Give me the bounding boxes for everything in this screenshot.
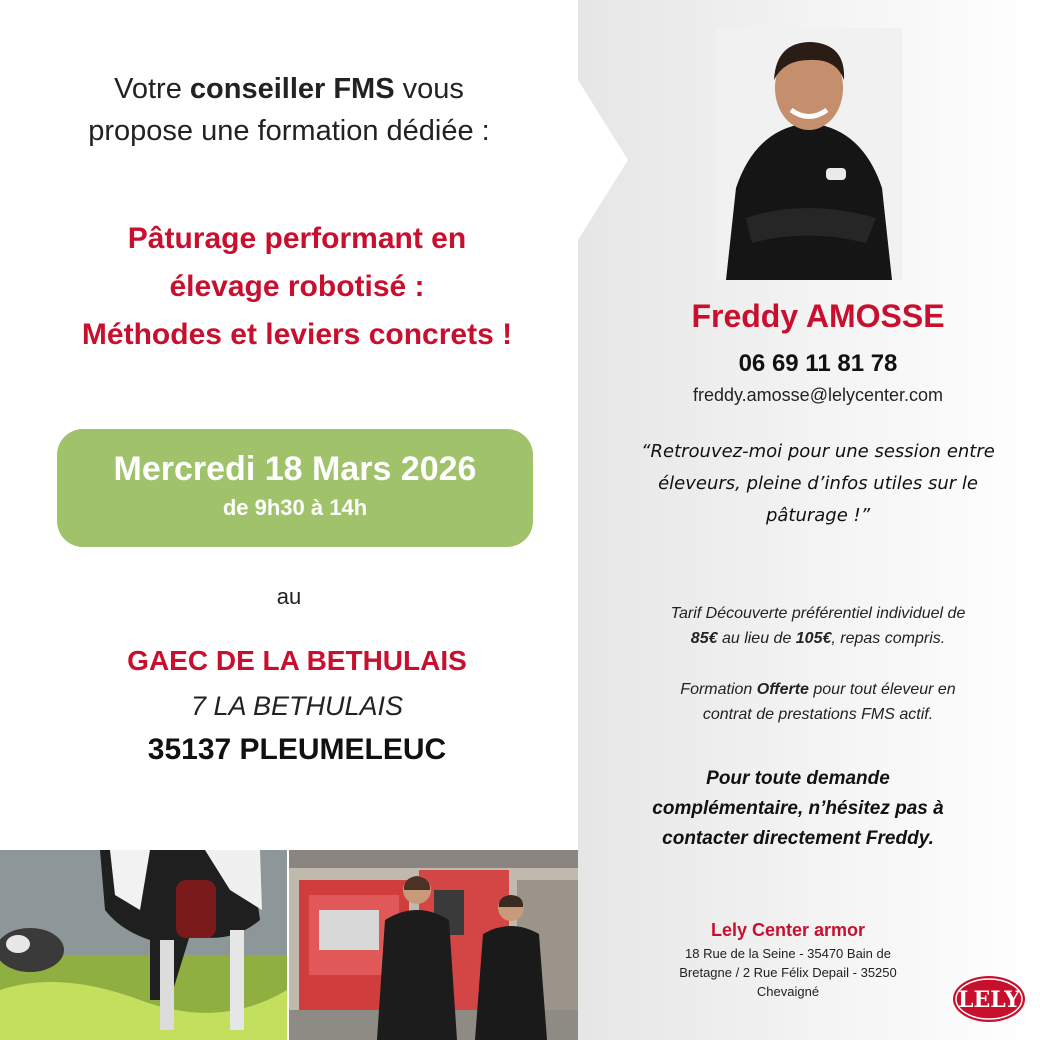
training-title	[0, 215, 594, 359]
intro-line-1	[0, 68, 578, 110]
advisor-portrait	[716, 28, 902, 280]
milking-robot-photo	[289, 850, 578, 1040]
event-date: Mercredi 18 Mars 2026	[113, 450, 477, 488]
training-title-line: Pâturage performant en	[127, 222, 467, 255]
pricing-line-2	[618, 626, 1018, 651]
intro-line-2: propose une formation dédiée :	[88, 115, 490, 147]
pricing-line-1: Tarif Découverte préférentiel individuel de	[670, 605, 966, 622]
contact-note-line: contacter directement Freddy.	[662, 828, 934, 849]
contact-note-line: complémentaire, n’hésitez pas à	[652, 798, 944, 819]
intro-bold: conseiller FMS	[189, 73, 395, 105]
venue-city: 35137 PLEUMELEUC	[147, 733, 447, 766]
advisor-quote	[608, 436, 1028, 532]
price-new: 85€	[690, 630, 718, 647]
price-mid: au lieu de	[717, 630, 796, 647]
contact-note	[608, 764, 988, 854]
offer-text	[618, 677, 1018, 727]
quote-line: éleveurs, pleine d’infos utiles sur le	[658, 473, 978, 494]
intro-pre: Votre	[114, 73, 190, 105]
price-end: , repas compris.	[831, 630, 946, 647]
lely-logo-text: LELY	[957, 987, 1021, 1013]
venue-street: 7 LA BETHULAIS	[190, 691, 404, 721]
intro-text	[0, 68, 578, 152]
date-box	[57, 429, 533, 547]
center-address-line: Bretagne / 2 Rue Félix Depail - 35250	[679, 965, 897, 980]
pricing-text	[618, 601, 1018, 651]
offer-bold: Offerte	[756, 681, 809, 698]
advisor-name: Freddy AMOSSE	[691, 298, 945, 334]
center-name: Lely Center armor	[710, 920, 866, 940]
training-title-line: Méthodes et leviers concrets !	[81, 318, 513, 351]
price-old: 105€	[795, 630, 832, 647]
advisor-email[interactable]: freddy.amosse@lelycenter.com	[692, 385, 944, 405]
center-address	[658, 944, 918, 1001]
offer-line-2: contrat de prestations FMS actif.	[702, 706, 934, 723]
offer-line-1	[618, 677, 1018, 702]
intro-post: vous	[394, 73, 464, 105]
lely-logo	[952, 975, 1026, 1023]
venue-name: GAEC DE LA BETHULAIS	[127, 645, 467, 676]
center-address-line: Chevaigné	[756, 984, 820, 999]
advisor-phone[interactable]: 06 69 11 81 78	[738, 350, 898, 377]
center-address-line: 18 Rue de la Seine - 35470 Bain de	[685, 946, 891, 961]
contact-note-line: Pour toute demande	[706, 768, 890, 789]
offer-post: pour tout éleveur en	[808, 681, 956, 698]
offer-pre: Formation	[680, 681, 757, 698]
quote-line: “Retrouvez-moi pour une session entre	[641, 441, 995, 462]
cow-pasture-photo	[0, 850, 287, 1040]
event-time: de 9h30 à 14h	[222, 495, 368, 520]
au-label: au	[276, 584, 302, 609]
quote-line: pâturage !”	[765, 505, 871, 526]
training-title-line: élevage robotisé :	[169, 270, 425, 303]
